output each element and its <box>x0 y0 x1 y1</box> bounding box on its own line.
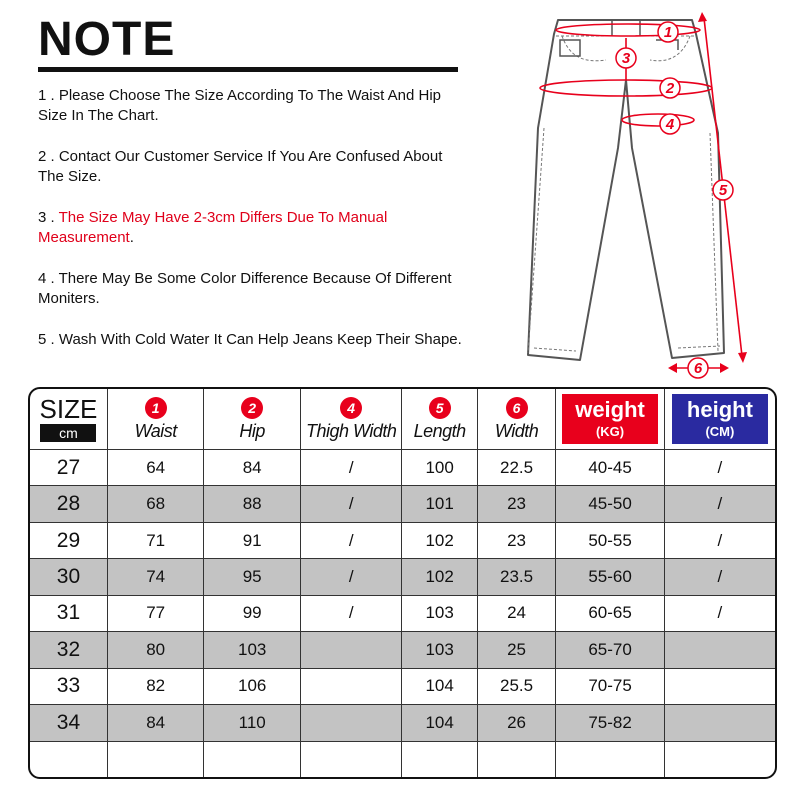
title-underline <box>38 67 458 72</box>
width-cell: 26 <box>477 705 555 741</box>
note-item-5 <box>38 330 468 350</box>
table-row <box>30 450 775 486</box>
note-text: 1 . Please Choose The Size According To The Waist And Hip Size In The Chart. <box>38 87 442 124</box>
size-cell: 29 <box>30 522 107 558</box>
note-text: 4 . There May Be Some Color Difference Because Of Different Moniters. <box>38 270 452 307</box>
weight-cell: 65-70 <box>556 632 665 668</box>
column-label: Hip <box>239 420 265 441</box>
width-cell <box>477 741 555 777</box>
height-cell <box>664 741 775 777</box>
column-label: Waist <box>134 420 177 441</box>
size-header-label: SIZE <box>39 393 98 424</box>
hip-cell: 106 <box>204 668 301 704</box>
width-cell: 25.5 <box>477 668 555 704</box>
size-cell: 33 <box>30 668 107 704</box>
note-item-4 <box>38 269 468 309</box>
waist-cell: 82 <box>107 668 204 704</box>
number-1-icon: 1 <box>145 397 167 419</box>
size-chart <box>28 387 777 779</box>
number-5-icon: 5 <box>429 397 451 419</box>
height-column-header <box>664 389 775 450</box>
waist-cell: 80 <box>107 632 204 668</box>
width-cell: 23 <box>477 522 555 558</box>
waist-cell: 77 <box>107 595 204 631</box>
column-label: Thigh Width <box>306 420 397 441</box>
width-cell: 23 <box>477 486 555 522</box>
table-body <box>30 450 775 778</box>
thigh-width-cell: / <box>300 522 402 558</box>
length-cell: 103 <box>402 632 477 668</box>
note-item-1 <box>38 86 468 126</box>
thigh-width-column-header <box>300 389 402 450</box>
thigh-width-cell: / <box>300 450 402 486</box>
length-cell: 102 <box>402 522 477 558</box>
width-cell: 23.5 <box>477 559 555 595</box>
weight-cell: 55-60 <box>556 559 665 595</box>
weight-cell: 45-50 <box>556 486 665 522</box>
weight-cell: 50-55 <box>556 522 665 558</box>
waist-cell: 71 <box>107 522 204 558</box>
size-cell: 31 <box>30 595 107 631</box>
width-column-header <box>477 389 555 450</box>
hip-cell <box>204 741 301 777</box>
length-cell: 101 <box>402 486 477 522</box>
marker-5-label: 5 <box>718 182 728 199</box>
number-6-icon: 6 <box>506 397 528 419</box>
jeans-measurement-diagram <box>510 8 780 383</box>
length-cell <box>402 741 477 777</box>
note-title: NOTE <box>38 13 176 66</box>
hip-cell: 88 <box>204 486 301 522</box>
note-text: 2 . Contact Our Customer Service If You Are Confused About The Size. <box>38 148 443 185</box>
marker-4-label: 4 <box>665 116 675 133</box>
column-label: Width <box>494 420 539 441</box>
height-cell <box>664 632 775 668</box>
weight-cell: 70-75 <box>556 668 665 704</box>
size-cell: 27 <box>30 450 107 486</box>
hip-cell: 99 <box>204 595 301 631</box>
height-cell: / <box>664 595 775 631</box>
marker-3-label: 3 <box>621 50 631 67</box>
size-cell: 30 <box>30 559 107 595</box>
table-row <box>30 486 775 522</box>
length-cell: 102 <box>402 559 477 595</box>
table-row <box>30 522 775 558</box>
note-warning-text: The Size May Have 2-3cm Differs Due To Manual Measurement <box>38 209 388 246</box>
weight-unit: (KG) <box>595 424 625 439</box>
hip-cell: 95 <box>204 559 301 595</box>
waist-cell: 84 <box>107 705 204 741</box>
thigh-width-cell <box>300 705 402 741</box>
marker-2-label: 2 <box>665 80 675 97</box>
note-item-3 <box>38 208 468 248</box>
table-row <box>30 632 775 668</box>
length-cell: 104 <box>402 705 477 741</box>
marker-1-label: 1 <box>663 24 673 41</box>
size-cell: 34 <box>30 705 107 741</box>
height-unit: (CM) <box>705 424 735 439</box>
waist-cell: 74 <box>107 559 204 595</box>
thigh-width-cell <box>300 632 402 668</box>
weight-cell: 75-82 <box>556 705 665 741</box>
height-cell: / <box>664 486 775 522</box>
length-cell: 100 <box>402 450 477 486</box>
weight-label: weight <box>575 397 645 422</box>
table-row <box>30 705 775 741</box>
thigh-width-cell: / <box>300 486 402 522</box>
length-column-header <box>402 389 477 450</box>
length-cell: 103 <box>402 595 477 631</box>
note-text: . <box>129 229 134 246</box>
size-cell: 32 <box>30 632 107 668</box>
waist-cell: 64 <box>107 450 204 486</box>
height-label: height <box>686 397 753 422</box>
note-text: 3 . <box>38 209 59 226</box>
waist-cell <box>107 741 204 777</box>
note-item-2 <box>38 147 468 187</box>
column-label: Length <box>413 420 466 441</box>
table-row <box>30 668 775 704</box>
number-2-icon: 2 <box>241 397 263 419</box>
size-cell: 28 <box>30 486 107 522</box>
height-cell: / <box>664 450 775 486</box>
note-list <box>38 86 468 371</box>
weight-badge <box>562 394 658 444</box>
table-header-row <box>30 389 775 450</box>
height-cell <box>664 668 775 704</box>
size-cell <box>30 741 107 777</box>
marker-6-label: 6 <box>693 360 703 377</box>
hip-cell: 91 <box>204 522 301 558</box>
thigh-width-cell <box>300 741 402 777</box>
waist-cell: 68 <box>107 486 204 522</box>
weight-column-header <box>556 389 665 450</box>
number-4-icon: 4 <box>340 397 362 419</box>
hip-cell: 84 <box>204 450 301 486</box>
size-table <box>30 389 775 777</box>
thigh-width-cell: / <box>300 559 402 595</box>
waist-column-header <box>107 389 204 450</box>
unit-badge: cm <box>40 424 96 442</box>
width-cell: 25 <box>477 632 555 668</box>
weight-cell: 60-65 <box>556 595 665 631</box>
thigh-width-cell: / <box>300 595 402 631</box>
height-badge <box>672 394 768 444</box>
weight-cell: 40-45 <box>556 450 665 486</box>
height-cell <box>664 705 775 741</box>
hip-cell: 103 <box>204 632 301 668</box>
length-cell: 104 <box>402 668 477 704</box>
hip-cell: 110 <box>204 705 301 741</box>
hip-column-header <box>204 389 301 450</box>
note-text: 5 . Wash With Cold Water It Can Help Jeans Keep Their Shape. <box>38 331 462 348</box>
table-row <box>30 595 775 631</box>
width-cell: 22.5 <box>477 450 555 486</box>
height-cell: / <box>664 559 775 595</box>
weight-cell <box>556 741 665 777</box>
table-row <box>30 741 775 777</box>
table-row <box>30 559 775 595</box>
width-cell: 24 <box>477 595 555 631</box>
size-column-header <box>30 389 107 450</box>
height-cell: / <box>664 522 775 558</box>
thigh-width-cell <box>300 668 402 704</box>
